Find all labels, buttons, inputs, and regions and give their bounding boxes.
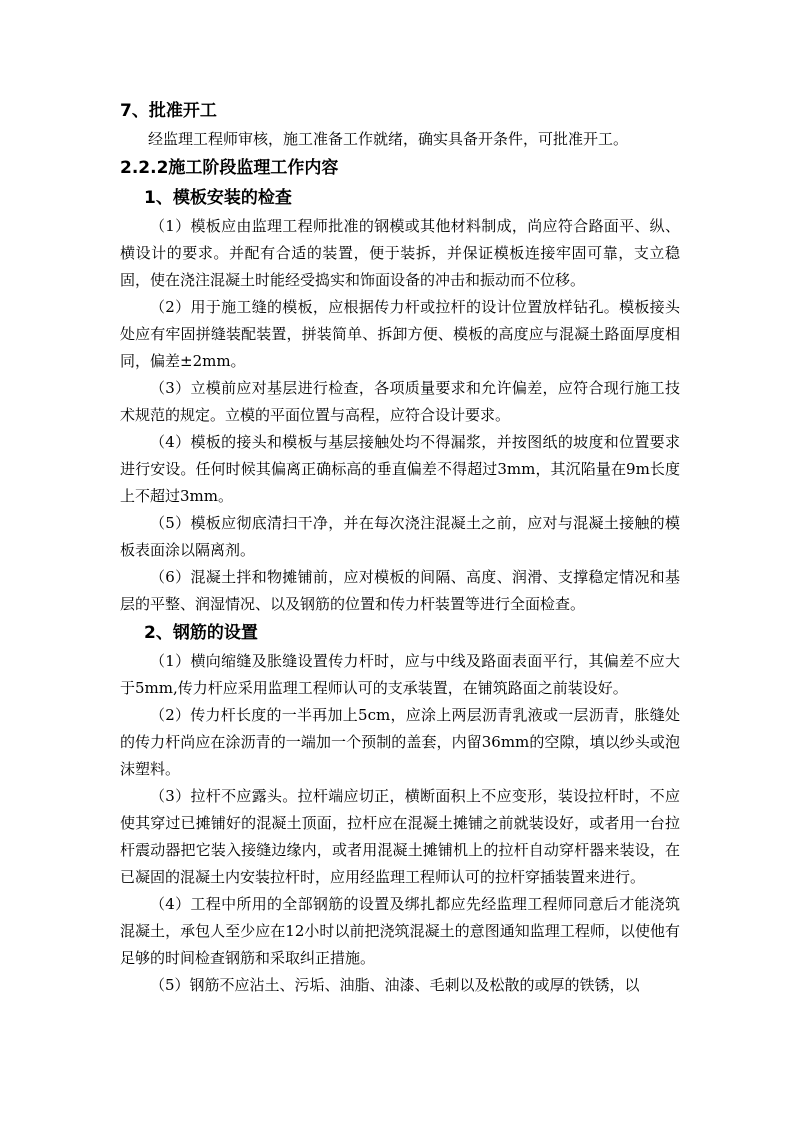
paragraph: （3）拉杆不应露头。拉杆端应切正，横断面积上不应变形，装设拉杆时，不应使其穿过已摊铺好的混凝土顶面，拉杆应在混凝土摊铺之前就装设好，或者用一台拉杆震动器把它装入接缝边缘内，或者用混凝土摊铺机上的拉杆自动穿杆器来装设，在已凝固的混凝土内安装拉杆时，应用经监理工程师认可的拉杆穿插装置来进行。 (120, 787, 680, 886)
paragraph: （4）工程中所用的全部钢筋的设置及绑扎都应先经监理工程师同意后才能浇筑混凝土，承包人至少应在12小时以前把浇筑混凝土的意图通知监理工程师，以使他有足够的时间检查钢筋和采取纠正措施。 (120, 895, 680, 967)
heading-approve-start: 7、批准开工 (120, 101, 217, 121)
paragraph-approve-start: 经监理工程师审核，施工准备工作就绪，确实具备开条件，可批准开工。 (148, 130, 629, 148)
paragraph: （5）钢筋不应沾土、污垢、油脂、油漆、毛刺以及松散的或厚的铁锈，以 (150, 976, 640, 994)
heading-construction-stage: 2.2.2施工阶段监理工作内容 (120, 158, 339, 178)
paragraph: （3）立模前应对基层进行检查，各项质量要求和允许偏差，应符合现行施工技术规范的规定。立模的平面位置与高程，应符合设计要求。 (120, 379, 680, 424)
document-page (120, 96, 680, 999)
paragraph: （1）横向缩缝及胀缝设置传力杆时，应与中线及路面表面平行，其偏差不应大于5mm,传力杆应采用监理工程师认可的支承装置，在铺筑路面之前装设好。 (120, 652, 680, 697)
paragraph: （4）模板的接头和模板与基层接触处均不得漏浆，并按图纸的坡度和位置要求进行安设。任何时候其偏离正确标高的垂直偏差不得超过3mm，其沉陷量在9m长度上不超过3mm。 (120, 433, 680, 505)
paragraph: （2）传力杆长度的一半再加上5cm，应涂上两层沥青乳液或一层沥青，胀缝处的传力杆尚应在涂沥青的一端加一个预制的盖套，内留36mm的空隙，填以纱头或泡沫塑料。 (120, 706, 680, 778)
paragraph: （1）模板应由监理工程师批准的钢模或其他材料制成，尚应符合路面平、纵、横设计的要求。并配有合适的装置，便于装拆，并保证模板连接牢固可靠，支立稳固，使在浇注混凝土时能经受捣实和饰面设备的冲击和振动而不位移。 (120, 217, 680, 289)
paragraph: （2）用于施工缝的模板，应根据传力杆或拉杆的设计位置放样钻孔。模板接头处应有牢固拼缝装配装置，拼装简单、拆卸方便、模板的高度应与混凝土路面厚度相同，偏差±2mm。 (120, 298, 680, 370)
heading-formwork-inspection: 1、模板安装的检查 (144, 188, 292, 208)
paragraph: （5）模板应彻底清扫干净，并在每次浇注混凝土之前，应对与混凝土接触的模板表面涂以隔离剂。 (120, 514, 680, 559)
heading-rebar-setup: 2、钢筋的设置 (144, 623, 258, 643)
paragraph: （6）混凝土拌和物摊铺前，应对模板的间隔、高度、润滑、支撑稳定情况和基层的平整、润湿情况、以及钢筋的位置和传力杆装置等进行全面检查。 (120, 568, 680, 613)
